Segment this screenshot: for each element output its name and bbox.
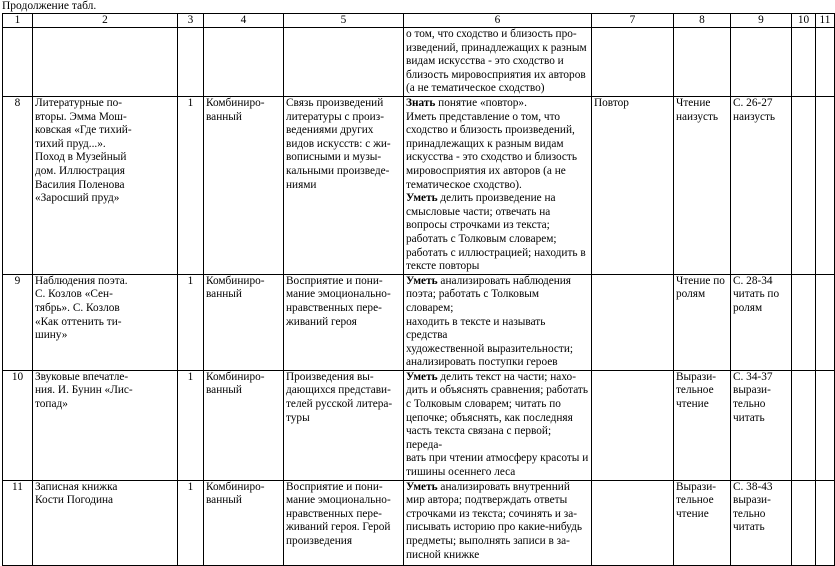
lesson-requirements <box>404 97 592 275</box>
lesson-control: Чтение наизусть <box>674 97 731 275</box>
lesson-topic: Звуковые впечатле- ния. И. Бунин «Лис- топад» <box>33 370 178 480</box>
col-header-5: 5 <box>284 14 404 28</box>
lesson-requirements <box>404 480 592 565</box>
lesson-topic: Записная книжка Кости Погодина <box>33 480 178 565</box>
lesson-type: Комбиниро- ванный <box>204 97 284 275</box>
lesson-number: 11 <box>3 480 33 565</box>
table-row <box>3 480 835 565</box>
requirement-text: делить текст на части; нахо- дить и объяснять сравнения; работать с Толковым словарем; читать по цепочке; объяснять, как последняя часть текста связана с первой; переда- вать при чтении атмосферу красоты и тишины осеннего леса <box>406 370 589 479</box>
lesson-number: 8 <box>3 97 33 275</box>
requirement-text: понятие «повтор». Иметь представление о том, что сходство и близость произведений, принадлежащих к разным видам искусства - это сходство и близость мировосприятия их авторов (а не тематическое сходство). <box>406 97 578 191</box>
requirement-label: Уметь <box>406 274 438 287</box>
lesson-homework: С. 26-27 наизусть <box>731 97 792 275</box>
lesson-type: Комбиниро- ванный <box>204 480 284 565</box>
lesson-topic: Литературные по- вторы. Эмма Мош- ковская «Где тихий- тихий пруд...». Поход в Музейный дом. Иллюстрация Василия Поленова «Заросший пруд» <box>33 97 178 275</box>
lesson-col10 <box>792 97 816 275</box>
lesson-col10 <box>792 480 816 565</box>
lesson-requirements <box>404 370 592 480</box>
requirement-text: анализировать наблюдения поэта; работать с Толковым словарем; находить в тексте и называть средства художественной выразительности; анализировать поступки героев <box>406 274 574 369</box>
lesson-number: 9 <box>3 274 33 370</box>
lesson-type: Комбиниро- ванный <box>204 274 284 370</box>
lesson-col11 <box>816 274 835 370</box>
requirement-label: Уметь <box>406 480 438 493</box>
lesson-col11 <box>816 97 835 275</box>
lesson-key-concepts: Повтор <box>592 97 674 275</box>
col-header-10: 10 <box>792 14 816 28</box>
lesson-control: Вырази- тельное чтение <box>674 480 731 565</box>
lesson-hours: 1 <box>178 370 204 480</box>
lesson-number: 10 <box>3 370 33 480</box>
lesson-homework: С. 38-43 вырази- тельно читать <box>731 480 792 565</box>
requirement-label: Уметь <box>406 370 438 383</box>
continued-row <box>3 28 835 97</box>
table-row <box>3 370 835 480</box>
lesson-key-concepts <box>592 480 674 565</box>
lesson-homework: С. 34-37 вырази- тельно читать <box>731 370 792 480</box>
lesson-control: Чтение по ролям <box>674 274 731 370</box>
col-header-8: 8 <box>674 14 731 28</box>
lesson-control: Вырази- тельное чтение <box>674 370 731 480</box>
col-header-6: 6 <box>404 14 592 28</box>
lesson-hours: 1 <box>178 480 204 565</box>
lesson-plan-table <box>2 13 835 566</box>
lesson-content: Восприятие и пони- мание эмоционально- нравственных пере- живаний героя <box>284 274 404 370</box>
col-header-3: 3 <box>178 14 204 28</box>
lesson-key-concepts <box>592 370 674 480</box>
col-header-11: 11 <box>816 14 835 28</box>
lesson-homework: С. 28-34 читать по ролям <box>731 274 792 370</box>
lesson-hours: 1 <box>178 97 204 275</box>
requirement-label: Уметь <box>406 192 438 205</box>
table-continuation-caption: Продолжение табл. <box>2 0 97 12</box>
lesson-content: Восприятие и пони- мание эмоционально- нравственных пере- живаний героя. Герой произведения <box>284 480 404 565</box>
lesson-topic: Наблюдения поэта. С. Козлов «Сен- тябрь». С. Козлов «Как оттенить ти- шину» <box>33 274 178 370</box>
col-header-1: 1 <box>3 14 33 28</box>
table-row <box>3 274 835 370</box>
lesson-col11 <box>816 480 835 565</box>
lesson-key-concepts <box>592 274 674 370</box>
requirement-text: делить произведение на смысловые части; отвечать на вопросы строчками из текста; работать с Толковым словарем; работать с иллюстрацией; находить в тексте повторы <box>406 192 586 273</box>
lesson-hours: 1 <box>178 274 204 370</box>
continued-requirements: о том, что сходство и близость про- изведений, принадлежащих к разным видам искусства - это сходство и близость мировосприятия их авторов (а не тематическое сходство) <box>404 28 592 97</box>
lesson-requirements <box>404 274 592 370</box>
col-header-2: 2 <box>33 14 178 28</box>
lesson-type: Комбиниро- ванный <box>204 370 284 480</box>
lesson-col10 <box>792 274 816 370</box>
lesson-content: Связь произведений литературы с произ- ведениями других видов искусств: с жи- вописными и музы- кальными произведе- ниями <box>284 97 404 275</box>
col-header-9: 9 <box>731 14 792 28</box>
lesson-content: Произведения вы- дающихся представи- телей русской литера- туры <box>284 370 404 480</box>
requirement-text: анализировать внутренний мир автора; подтверждать ответы строчками из текста; сочинять и за- писывать историю про какие-нибудь предметы; выполнять записи в за- писной книжке <box>406 480 583 561</box>
table-row <box>3 97 835 275</box>
col-header-7: 7 <box>592 14 674 28</box>
column-number-row <box>3 14 835 28</box>
requirement-label: Знать <box>406 97 436 109</box>
lesson-col11 <box>816 370 835 480</box>
lesson-col10 <box>792 370 816 480</box>
col-header-4: 4 <box>204 14 284 28</box>
